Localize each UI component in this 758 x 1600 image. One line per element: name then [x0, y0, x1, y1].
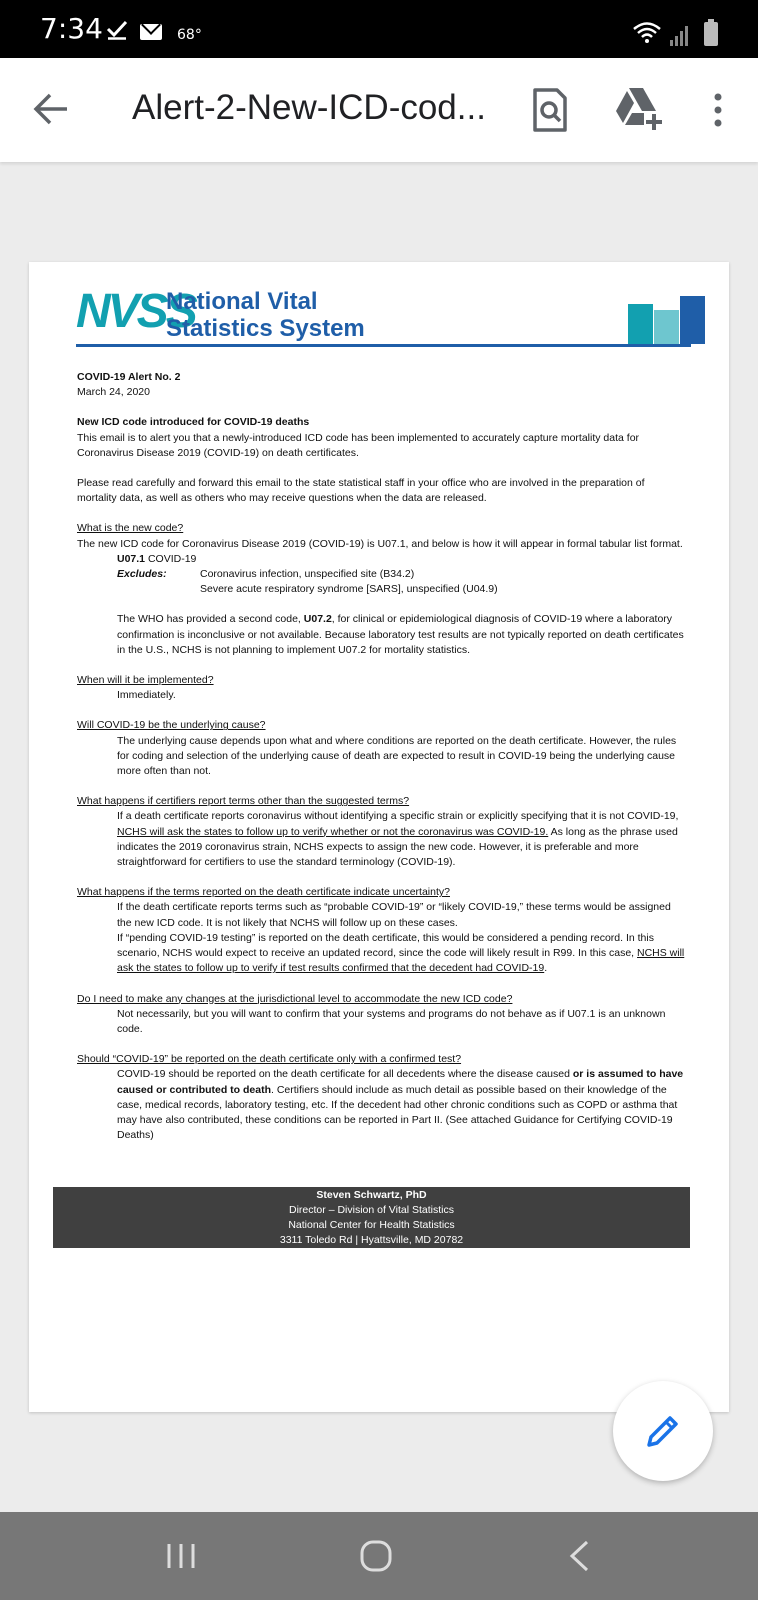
- logo-bar-3: [680, 296, 705, 344]
- document-title: Alert-2-New-ICD-cod...: [132, 88, 486, 127]
- logo-rule: [76, 344, 691, 347]
- q1-second-code: U07.2: [303, 613, 332, 626]
- pencil-icon: [645, 1413, 681, 1449]
- document-body: [77, 370, 687, 1143]
- alert-title: COVID-19 Alert No. 2: [77, 371, 181, 383]
- system-nav-bar: [0, 1512, 758, 1600]
- q1-paragraph-2: The WHO has provided a second code, U07.2, for clinical or epidemiological diagnosis of COVID-19 where a laboratory confirmation is inconclusive or not available. Because laboratory test results are not typically reported on death certificates in the U.S., NCHS is not planning to implement U07.2 for mortality statistics.: [117, 613, 684, 656]
- nav-back-icon[interactable]: [568, 1540, 590, 1572]
- signature-block: [53, 1187, 690, 1248]
- q6-heading: Do I need to make any changes at the jurisdictional level to accommodate the new ICD code?: [77, 992, 513, 1005]
- signature-org: National Center for Health Statistics: [288, 1219, 455, 1231]
- q1-excludes-label: Excludes:: [117, 568, 167, 581]
- app-bar: [0, 58, 758, 162]
- q6-answer: Not necessarily, but you will want to confirm that your systems and programs do not behave as if U07.1 is an unknown code.: [117, 1007, 666, 1035]
- q1-code-label: COVID-19: [145, 552, 197, 565]
- q5-underlined: NCHS will ask the states to follow up to verify if test results confirmed that the decedent had COVID-19: [117, 947, 685, 975]
- q3-heading: Will COVID-19 be the underlying cause?: [77, 719, 266, 732]
- signature-name: Steven Schwartz, PhD: [316, 1189, 427, 1201]
- q4-answer: If a death certificate reports coronavirus without identifying a specific strain or explicitly specifying that it is not COVID-19, NCHS will ask the states to follow up to verify whether or not the coronavirus was COVID-19. As long as the phrase used indicates the 2019 coronavirus strain, NCHS expects to assign the new code. However, it is preferable and more straightforward for certifiers to use the standard terminology (COVID-19).: [117, 810, 679, 869]
- q1-heading: What is the new code?: [77, 522, 184, 535]
- nvss-logo: [76, 284, 691, 350]
- q2-heading: When will it be implemented?: [77, 674, 214, 687]
- q7-heading: Should “COVID-19” be reported on the death certificate only with a confirmed test?: [77, 1053, 462, 1066]
- q3-answer: The underlying cause depends upon what and where conditions are reported on the death certificate. However, the rules for coding and selection of the underlying cause of death are expected to result in COVID-19 being the underlying cause more often than not.: [117, 734, 677, 778]
- intro-paragraph-1: This email is to alert you that a newly-introduced ICD code has been implemented to accurately capture mortality data for Coronavirus Disease 2019 (COVID-19) on death certificates.: [77, 431, 640, 459]
- q7-answer: COVID-19 should be reported on the death certificate for all decedents where the disease caused or is assumed to have caused or contributed to death. Certifiers should include as much detail as possible based on their knowledge of the case, medical records, laboratory testing, etc. If the decedent had other chronic conditions such as COPD or asthma that may have also contributed, these conditions can be reported in Part II. (See attached Guidance for Certifying COVID-19 Deaths): [117, 1068, 684, 1142]
- add-to-drive-icon[interactable]: [614, 86, 662, 130]
- find-in-document-icon[interactable]: [531, 88, 569, 132]
- recent-apps-icon[interactable]: [166, 1542, 196, 1570]
- q5-answer-1: If the death certificate reports terms such as “probable COVID-19” or “likely COVID-19,” these terms would be assigned the new ICD code. It is not likely that NCHS will follow up on these cases.: [117, 901, 671, 929]
- q1-excludes-2: Severe acute respiratory syndrome [SARS], unspecified (U04.9): [200, 583, 498, 596]
- q1-excludes-row: [77, 567, 687, 582]
- status-time: 7:34: [40, 12, 103, 45]
- document-page[interactable]: [29, 262, 729, 1412]
- more-vert-icon[interactable]: [706, 92, 730, 128]
- arrow-back-icon[interactable]: [32, 90, 70, 128]
- q2-answer: Immediately.: [117, 689, 176, 702]
- q1-code: U07.1: [117, 552, 146, 565]
- signature-title: Director – Division of Vital Statistics: [289, 1204, 454, 1216]
- signature-address: 3311 Toledo Rd | Hyattsville, MD 20782: [279, 1234, 464, 1246]
- mail-icon: [140, 24, 162, 40]
- edit-button[interactable]: [613, 1381, 713, 1481]
- logo-letters: NVSS: [76, 285, 195, 338]
- org-name: National Vital Statistics System: [166, 288, 365, 342]
- alert-date: March 24, 2020: [77, 386, 150, 399]
- logo-bar-1: [628, 304, 653, 344]
- q1-excludes-1: Coronavirus infection, unspecified site (B34.2): [200, 568, 415, 581]
- q4-heading: What happens if certifiers report terms other than the suggested terms?: [77, 795, 410, 808]
- q4-underlined: NCHS will ask the states to follow up to verify whether or not the coronavirus was COVID-19.: [117, 825, 549, 838]
- q1-excludes-row-2: [77, 582, 687, 597]
- logo-bar-2: [654, 310, 679, 344]
- q5-heading: What happens if the terms reported on the death certificate indicate uncertainty?: [77, 886, 450, 899]
- q5-answer-2: If “pending COVID-19 testing” is reported on the death certificate, this would be considered a pending record. In this scenario, NCHS would expect to receive an updated record, since the code will likely result in R99. In this case, NCHS will ask the states to follow up to verify if test results confirmed that the decedent had COVID-19.: [117, 931, 685, 975]
- wifi-icon: [632, 20, 662, 44]
- battery-icon: [704, 22, 718, 46]
- q1-paragraph: The new ICD code for Coronavirus Disease 2019 (COVID-19) is U07.1, and below is how it will appear in formal tabular list format.: [77, 537, 683, 550]
- q1-code-line: [77, 552, 687, 567]
- q7-bold: or is assumed to have caused or contributed to death: [117, 1068, 684, 1096]
- signal-icon: [670, 22, 692, 46]
- home-icon[interactable]: [360, 1540, 392, 1572]
- intro-heading: New ICD code introduced for COVID-19 deaths: [77, 416, 310, 429]
- check-icon: [106, 20, 128, 40]
- intro-paragraph-2: Please read carefully and forward this email to the state statistical staff in your office who are involved in the preparation of mortality data, as well as others who may receive questions when the data are released.: [77, 477, 645, 505]
- status-temperature: 68°: [177, 27, 202, 43]
- status-bar: [0, 0, 758, 58]
